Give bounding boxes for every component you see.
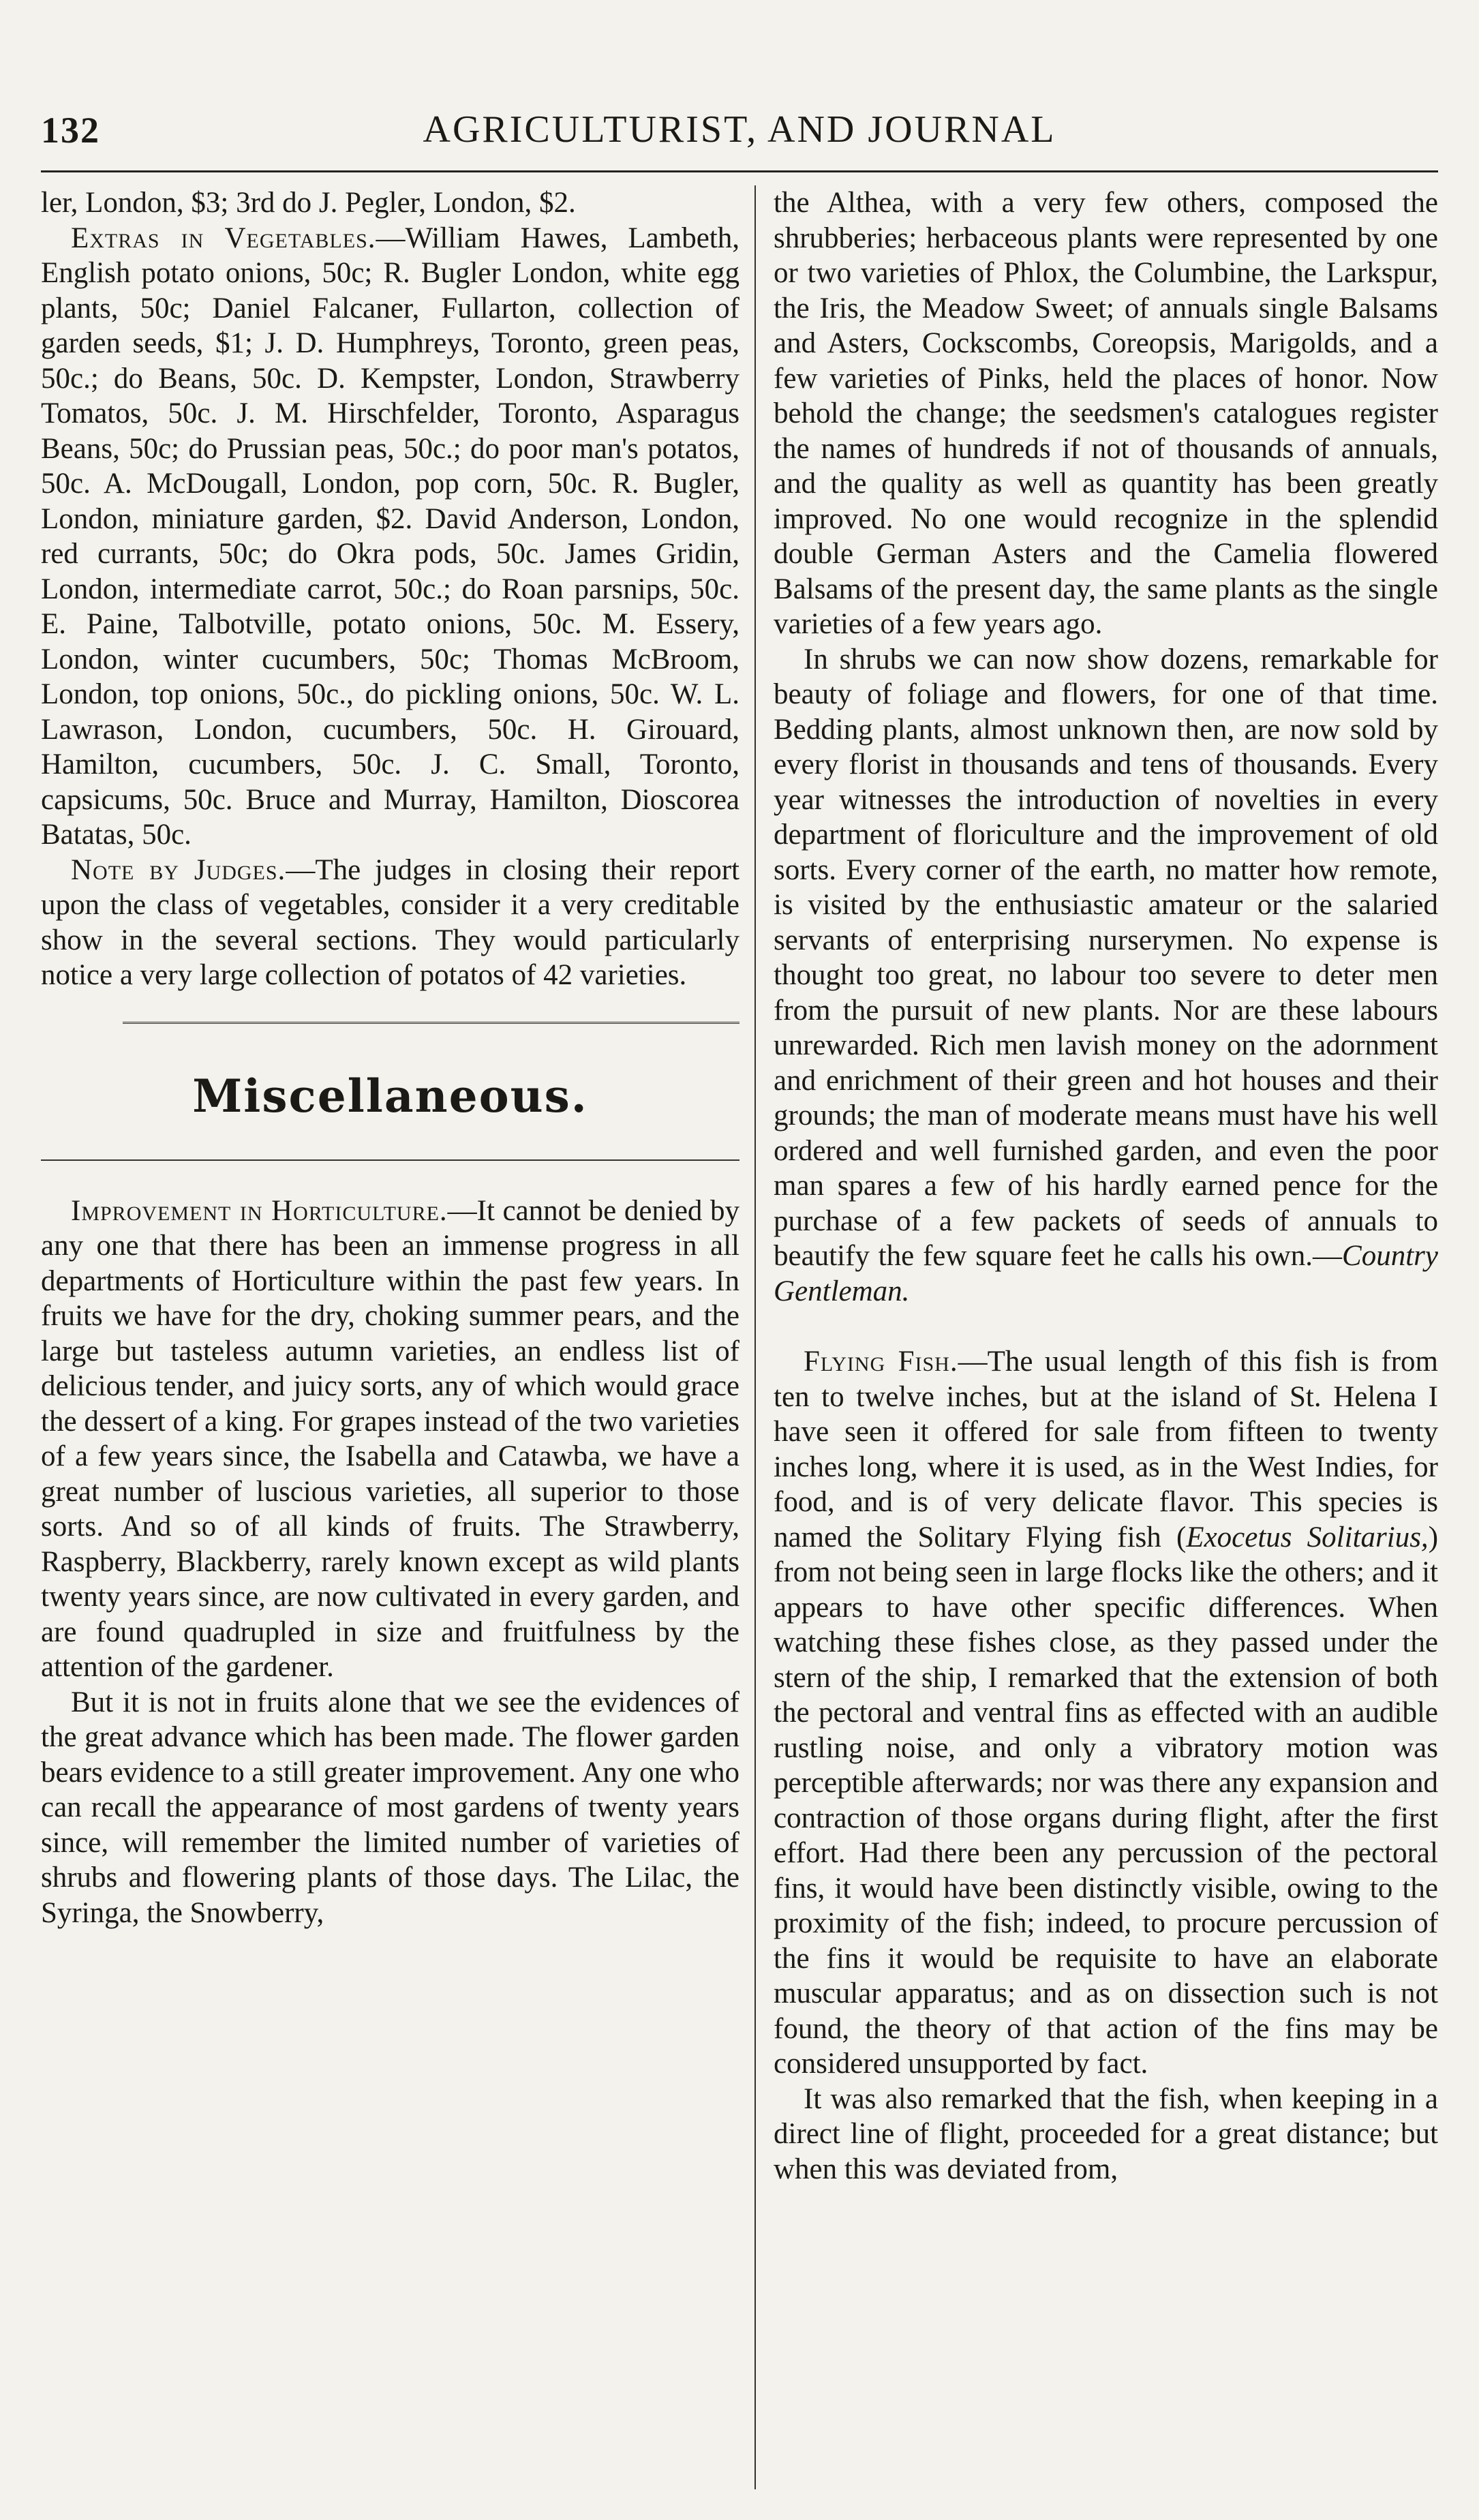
column-divider (754, 185, 756, 2489)
prize-list-continuation: ler, London, $3; 3rd do J. Pegler, London, $2. (41, 187, 576, 219)
page-header (41, 102, 1438, 177)
flying-fish-paragraph (774, 1344, 1438, 2082)
note-by-judges-paragraph (41, 853, 740, 993)
left-column (41, 185, 740, 1930)
page-number: 132 (41, 110, 100, 151)
shrubs-text: In shrubs we can now show dozens, remarkable for beauty of foliage and flowers, for one of that time. Bedding plants, almost unknown then, are now sold by every florist in thousands and tens of thousands. Every year witnesses the introduction of novelties in every department of floriculture and the improvement of old sorts. Every corner of the earth, no matter how remote, is visited by the enthusiastic amateur or the salaried servants of enterprising nurserymen. No expense is thought too great, no labour too severe to deter men from the pursuit of new plants. Nor are these labours unrewarded. Rich men lavish money on the adornment and enrichment of their green and hot houses and their grounds; the man of moderate means must have his well ordered and well furnished garden, and even the poor man spares a few of his hardly earned pence for the purchase of a few packets of seeds of annuals to beautify the few square feet he calls his own.— (774, 643, 1438, 1272)
section-separator (41, 1014, 740, 1031)
improvement-in-horticulture-text: —It cannot be denied by any one that there has been an immense progress in all departments of Horticulture within the past few years. In fruits we have for the dry, choking summer pears, and the large but tasteless autumn varieties, an endless list of delicious tender, and juicy sorts, any of which would grace the dessert of a king. For grapes instead of the two varieties of a few years since, the Isabella and Catawba, we have a great number of luscious varieties, all superior to those sorts. And so of all kinds of fruits. The Strawberry, Raspberry, Blackberry, rarely known except as wild plants twenty years since, are now cultivated in every garden, and are found quadrupled in size and fruitfulness by the attention of the gardener. (41, 1194, 740, 1683)
running-title: AGRICULTURIST, AND JOURNAL (423, 108, 1056, 151)
shrubberies-paragraph: the Althea, with a very few others, composed the shrubberies; herbaceous plants were represented by one or two varieties of Phlox, the Columbine, the Larkspur, the Iris, the Meadow Sweet; of annuals single Balsams and Asters, Cockscombs, Coreopsis, Marigolds, and a few varieties of Pinks, held the places of honor. Now behold the change; the seedsmen's catalogues register the names of hundreds if not of thousands of annuals, and the quality as well as quantity has been greatly improved. No one would recognize in the splendid double German Asters and the Camelia flowered Balsams of the present day, the same plants as the single varieties of a few years ago. (774, 187, 1438, 640)
article-source: Country Gentleman. (774, 1240, 1438, 1307)
flying-fish-text-a: —The usual length of this fish is from ten to twelve inches, but at the island of St. Helena I have seen it offered for sale from fifteen to twenty inches long, where it is used, as in the West Indies, for food, and is of very delicate flavor. This species is named the Solitary Flying fish ( (774, 1346, 1439, 1553)
extras-in-vegetables-heading: Extras in Vegetables. (71, 222, 376, 254)
extras-in-vegetables-paragraph (41, 221, 740, 853)
flower-garden-paragraph: But it is not in fruits alone that we see the evidences of the great advance which has been made. The flower garden bears evidence to a still greater improvement. Any one who can recall the appearance of most gardens of twenty years since, will remember the limited number of varieties of shrubs and flowering plants of those days. The Lilac, the Syringa, the Snowberry, (41, 1686, 740, 1929)
species-name: Exocetus Solitarius, (1186, 1521, 1429, 1553)
flight-direction-paragraph: It was also remarked that the fish, when keeping in a direct line of flight, proceeded for a great distance; but when this was deviated from, (774, 2082, 1438, 2185)
section-title: Miscellaneous. (192, 1069, 588, 1123)
flying-fish-heading: Flying Fish. (804, 1346, 958, 1378)
improvement-in-horticulture-paragraph (41, 1194, 740, 1685)
improvement-in-horticulture-heading: Improvement in Horticulture. (71, 1194, 448, 1227)
flying-fish-text-b: ) from not being seen in large flocks like the others; and it appears to have other specific differences. When watching these fishes close, as they passed under the stern of the ship, I remarked that the extension of both the pectoral and ventral fins as effected with an audible rustling noise, and only a vibratory motion was perceptible afterwards; nor was there any expansion and contraction of those organs during flight, after the first effort. Had there been any percussion of the pectoral fins, it would have been distinctly visible, owing to the proximity of the fish; indeed, to procure percussion of the fins it would be requisite to have an elaborate muscular apparatus; and as on dissection such is not found, the theory of that action of the fins may be considered unsupported by fact. (774, 1521, 1439, 2080)
note-by-judges-heading: Note by Judges. (71, 853, 286, 886)
note-by-judges-text: —The judges in closing their report upon the class of vegetables, consider it a very creditable show in the several sections. They would particularly notice a very large collection of potatos of 42 varieties. (41, 853, 740, 991)
section-title-rule (41, 1159, 740, 1161)
right-column (774, 185, 1438, 2187)
shrubs-paragraph (774, 642, 1438, 1309)
extras-in-vegetables-text: —William Hawes, Lambeth, English potato onions, 50c; R. Bugler London, white egg plants, 50c; Daniel Falcaner, Fullarton, collection of garden seeds, $1; J. D. Humphreys, Toronto, green peas, 50c.; do Beans, 50c. D. Kempster, London, Strawberry Tomatos, 50c. J. M. Hirschfelder, Toronto, Asparagus Beans, 50c; do Prussian peas, 50c.; do poor man's potatos, 50c. A. McDougall, London, pop corn, 50c. R. Bugler, London, miniature garden, $2. David Anderson, London, red currants, 50c; do Okra pods, 50c. James Gridin, London, intermediate carrot, 50c.; do Roan parsnips, 50c. E. Paine, Talbotville, potato onions, 50c. M. Essery, London, winter cucumbers, 50c; Thomas McBroom, London, top onions, 50c., do pickling onions, 50c. W. L. Lawrason, London, cucumbers, 50c. H. Girouard, Hamilton, cucumbers, 50c. J. C. Small, Toronto, capsicums, 50c. Bruce and Murray, Hamilton, Dioscorea Batatas, 50c. (41, 222, 740, 851)
header-rule (41, 170, 1438, 172)
